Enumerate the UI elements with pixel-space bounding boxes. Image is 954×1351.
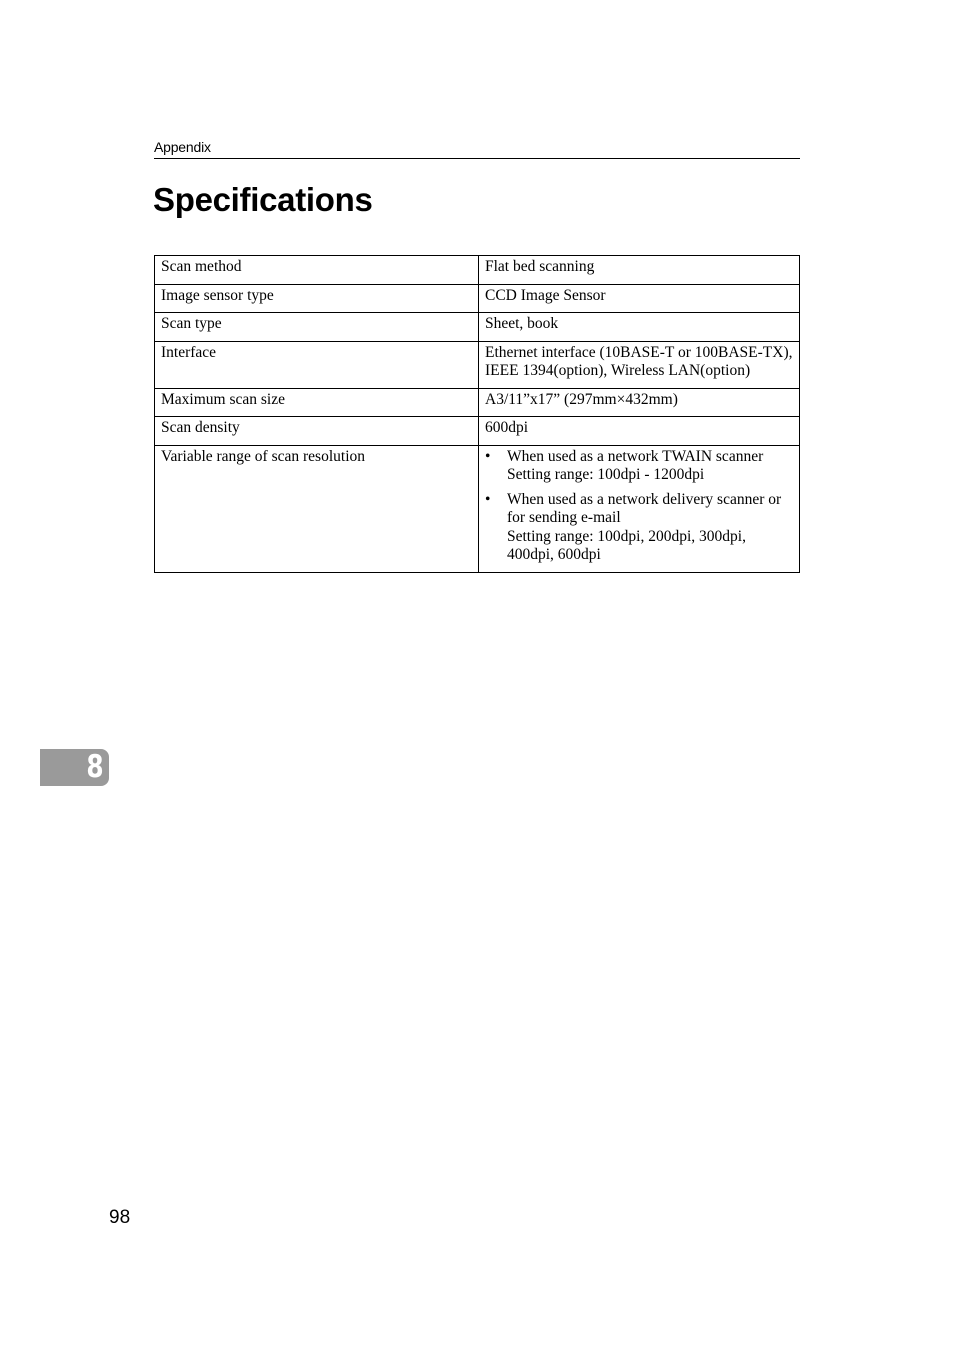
spec-label: Scan method	[155, 256, 479, 285]
spec-value: Flat bed scanning	[479, 256, 800, 285]
bullet-detail: Setting range: 100dpi, 200dpi, 300dpi, 400dpi, 600dpi	[507, 527, 746, 563]
bullet-icon: •	[485, 490, 491, 508]
table-row	[155, 388, 800, 417]
page-number: 98	[109, 1207, 131, 1228]
spec-label: Interface	[155, 341, 479, 388]
page-title: Specifications	[153, 181, 373, 218]
bullet-text: When used as a network delivery scanner or for sending e-mail	[507, 490, 782, 526]
chapter-tab	[40, 749, 109, 786]
bullet-icon: •	[485, 447, 491, 465]
spec-value: A3/11”x17” (297mm×432mm)	[479, 388, 800, 417]
spec-value	[479, 445, 800, 572]
spec-label: Variable range of scan resolution	[155, 445, 479, 572]
header-divider	[154, 158, 800, 159]
bullet-detail: Setting range: 100dpi - 1200dpi	[507, 466, 705, 483]
table-row	[155, 256, 800, 285]
running-header: Appendix	[154, 139, 211, 155]
bullet-text: When used as a network TWAIN scanner	[507, 447, 764, 465]
list-item	[485, 491, 794, 565]
spec-label: Maximum scan size	[155, 388, 479, 417]
spec-value: 600dpi	[479, 417, 800, 446]
spec-label: Scan density	[155, 417, 479, 446]
spec-value: CCD Image Sensor	[479, 284, 800, 313]
spec-value: Ethernet interface (10BASE-T or 100BASE-TX), IEEE 1394(option), Wireless LAN(option)	[479, 341, 800, 388]
table-row	[155, 313, 800, 342]
chapter-number: 8	[86, 749, 104, 785]
spec-value: Sheet, book	[479, 313, 800, 342]
bullet-list	[485, 448, 794, 565]
table-row	[155, 284, 800, 313]
table-row	[155, 417, 800, 446]
spec-label: Scan type	[155, 313, 479, 342]
table-row	[155, 445, 800, 572]
table-row	[155, 341, 800, 388]
spec-label: Image sensor type	[155, 284, 479, 313]
specifications-table	[154, 255, 800, 573]
list-item	[485, 448, 794, 485]
